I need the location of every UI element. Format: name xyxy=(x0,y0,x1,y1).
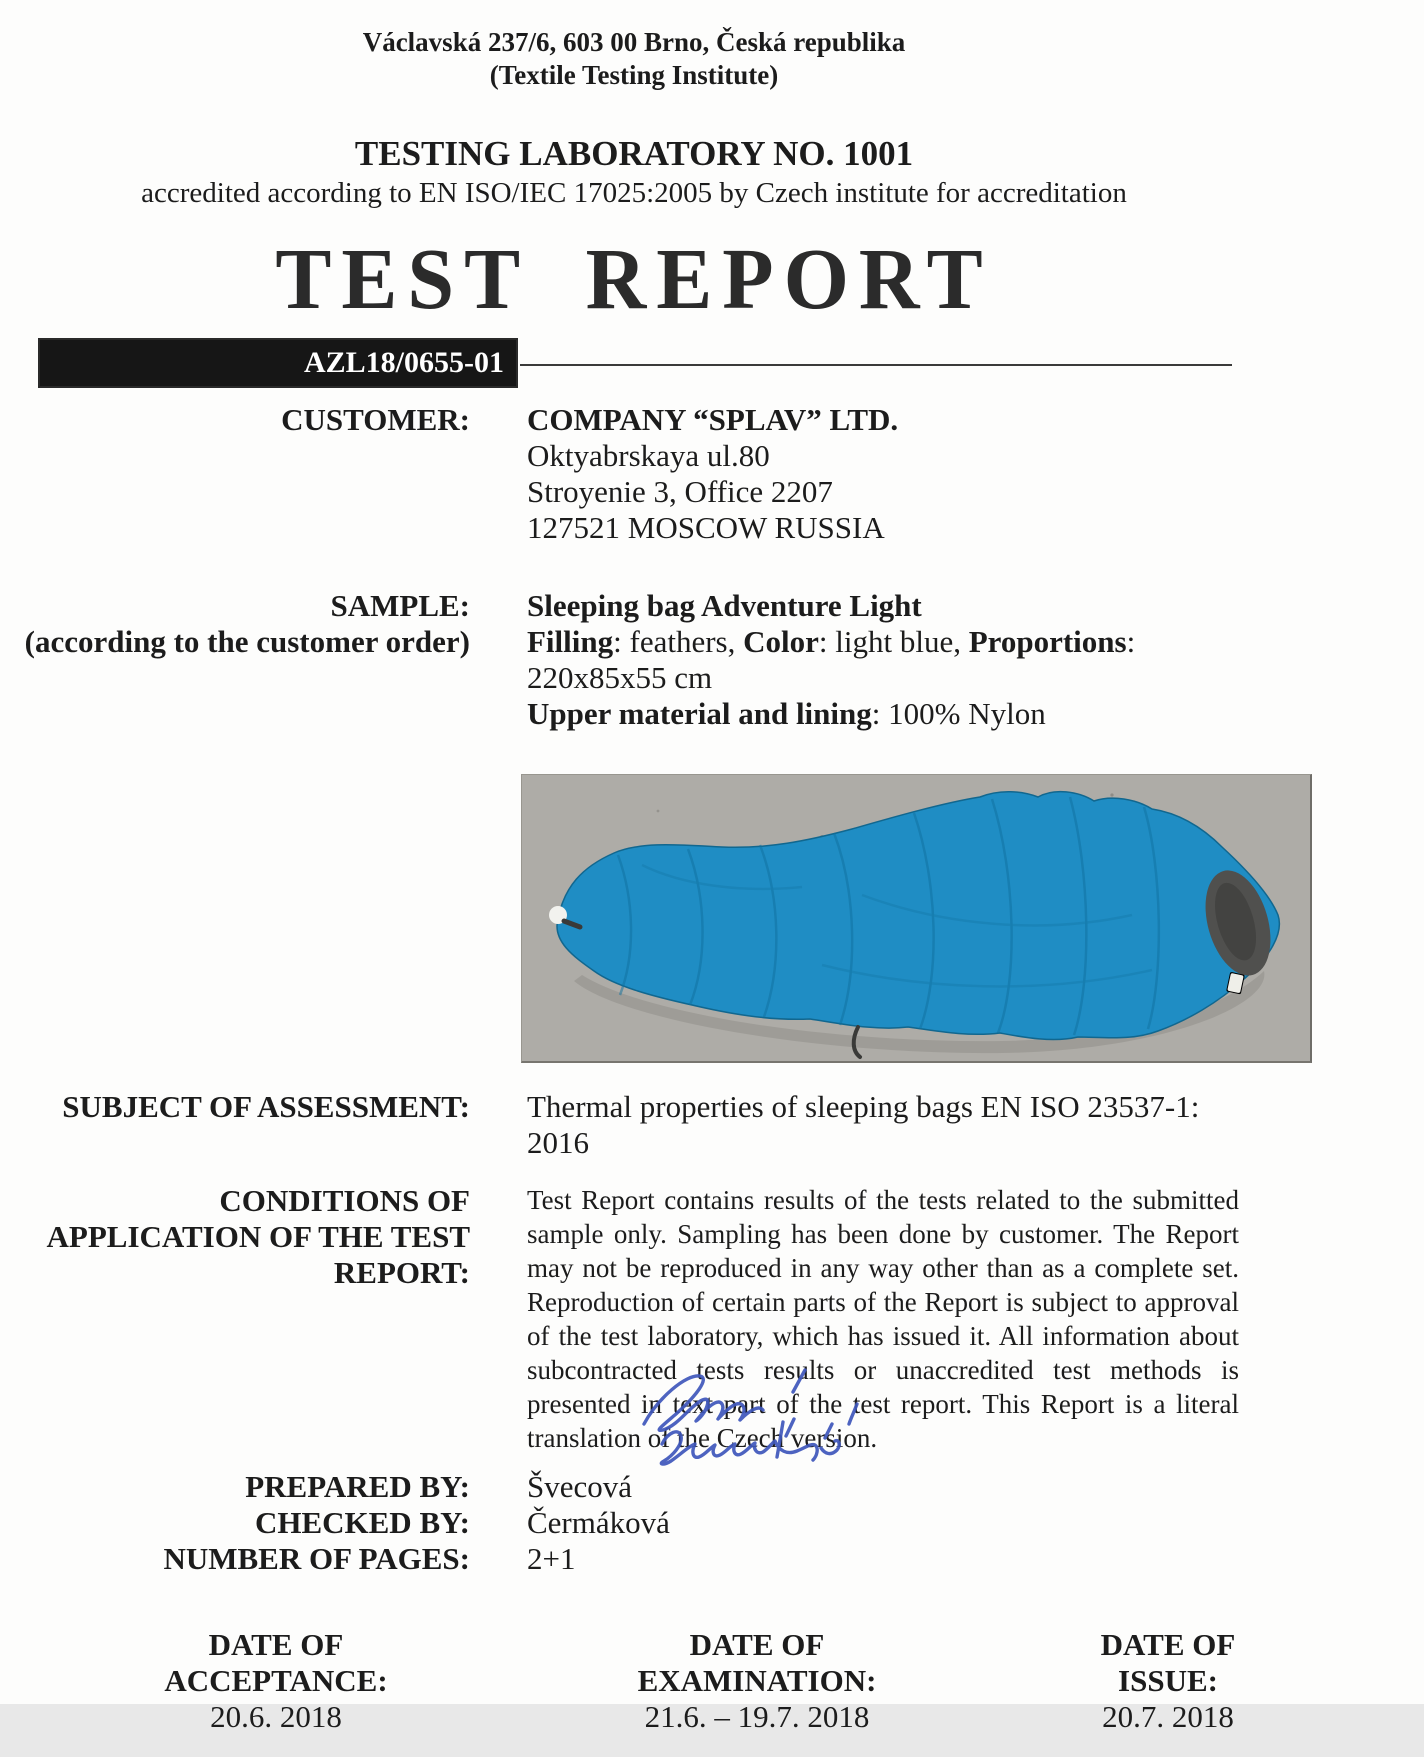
number-of-pages-value: 2+1 xyxy=(527,1541,576,1576)
customer-address-line: Stroyenie 3, Office 2207 xyxy=(527,474,833,509)
conditions-label-line: APPLICATION OF THE TEST xyxy=(46,1219,470,1254)
color-label: Color xyxy=(743,624,819,659)
sleeping-bag-illustration xyxy=(522,775,1310,1061)
photo-section xyxy=(0,774,1424,1063)
date-value: 20.7. 2018 xyxy=(1102,1699,1234,1734)
color-value: : light blue, xyxy=(818,624,969,659)
sample-section xyxy=(0,588,1424,732)
subject-section xyxy=(0,1089,1424,1161)
date-value: 21.6. – 19.7. 2018 xyxy=(644,1699,870,1734)
checked-by-row xyxy=(0,1505,1424,1541)
date-of-acceptance xyxy=(96,1627,456,1735)
sample-name: Sleeping bag Adventure Light xyxy=(527,588,922,623)
report-title: TEST REPORT xyxy=(275,231,993,328)
sample-material-line xyxy=(527,696,1239,732)
checked-by-label: CHECKED BY: xyxy=(254,1505,470,1540)
date-label-line: ACCEPTANCE: xyxy=(164,1663,388,1698)
report-number-row xyxy=(0,340,1424,386)
filling-value: : feathers, xyxy=(613,624,744,659)
date-label-line: ISSUE: xyxy=(1118,1663,1218,1698)
date-label-line: DATE OF xyxy=(689,1627,825,1662)
header-address: Václavská 237/6, 603 00 Brno, Česká republika xyxy=(362,27,906,57)
subject-value: Thermal properties of sleeping bags EN ISO 23537-1: 2016 xyxy=(527,1089,1200,1160)
filling-label: Filling xyxy=(527,624,614,659)
date-value: 20.6. 2018 xyxy=(210,1699,342,1734)
sample-label-note: (according to the customer order) xyxy=(24,624,470,659)
proportions-label: Proportions xyxy=(968,624,1127,659)
customer-name: COMPANY “SPLAV” LTD. xyxy=(527,402,899,437)
material-label: Upper material and lining xyxy=(527,696,872,731)
sleeping-bag-photo xyxy=(521,774,1312,1063)
conditions-label-line: REPORT: xyxy=(333,1255,470,1290)
document-header xyxy=(0,0,1268,326)
sample-label-line: SAMPLE: xyxy=(330,588,470,623)
conditions-label-line: CONDITIONS OF xyxy=(219,1183,470,1218)
prepared-by-label: PREPARED BY: xyxy=(245,1469,470,1504)
customer-address-line: Oktyabrskaya ul.80 xyxy=(527,438,770,473)
conditions-label xyxy=(0,1183,470,1455)
date-label-line: EXAMINATION: xyxy=(637,1663,877,1698)
date-of-examination xyxy=(577,1627,937,1735)
customer-address-line: 127521 MOSCOW RUSSIA xyxy=(527,510,885,545)
checked-by-value: Čermáková xyxy=(527,1505,670,1540)
date-of-issue xyxy=(988,1627,1348,1735)
prepared-by-value: Švecová xyxy=(527,1469,633,1504)
lab-title: TESTING LABORATORY NO. 1001 xyxy=(354,134,914,173)
sample-label xyxy=(0,588,470,732)
customer-section xyxy=(0,402,1424,546)
conditions-section xyxy=(0,1183,1424,1455)
date-label-line: DATE OF xyxy=(1100,1627,1236,1662)
report-number-bar: AZL18/0655-01 xyxy=(40,340,516,386)
sample-spec-line xyxy=(527,624,1239,696)
horizontal-rule xyxy=(520,364,1232,366)
dates-section xyxy=(0,1627,1424,1757)
date-label-line: DATE OF xyxy=(208,1627,344,1662)
number-of-pages-label: NUMBER OF PAGES: xyxy=(163,1541,470,1576)
prepared-by-row xyxy=(0,1469,1424,1505)
header-institute: (Textile Testing Institute) xyxy=(489,60,779,90)
proportions-value: : 220x85x55 cm xyxy=(527,624,1136,695)
conditions-text: Test Report contains results of the tests related to the submitted sample only. Sampling has been done by customer. The Report may not be reproduced in any way other than as a complete set. Reproduction of certain parts of the Report is subject to approval of the test laboratory, which has issued it. All information about subcontracted tests results or unaccredited test methods is presented in text part of the test report. This Report is a literal translation of the Czech version. xyxy=(527,1185,1239,1453)
customer-value xyxy=(527,402,1239,546)
customer-label: CUSTOMER: xyxy=(281,402,470,437)
sample-value xyxy=(527,588,1239,732)
subject-label: SUBJECT OF ASSESSMENT: xyxy=(62,1089,470,1124)
accreditation-line: accredited according to EN ISO/IEC 17025:2005 by Czech institute for accreditation xyxy=(141,177,1127,209)
material-value: : 100% Nylon xyxy=(871,696,1046,731)
number-of-pages-row xyxy=(0,1541,1424,1577)
